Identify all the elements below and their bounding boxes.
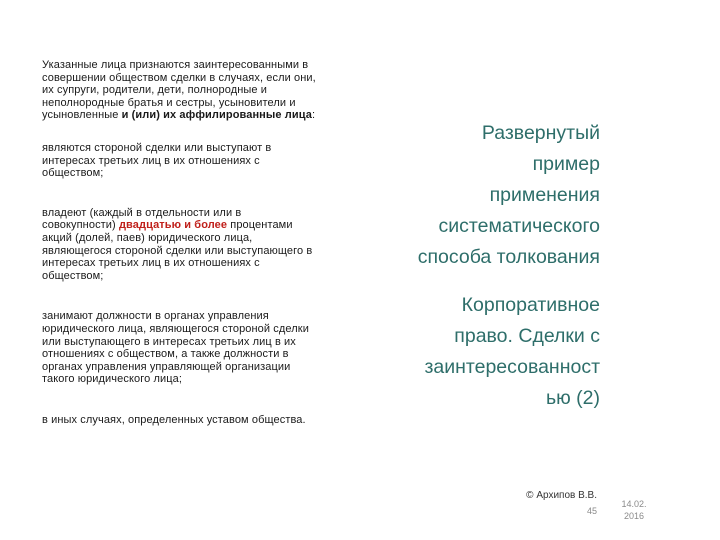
date-line: 14.02. <box>621 499 647 509</box>
subtitle-line: заинтересованност <box>424 356 600 378</box>
title-line: Развернутый <box>481 122 600 144</box>
subtitle-line: Корпоративное <box>461 294 600 316</box>
condition-other-paragraph: в иных случаях, определенных уставом общества. <box>42 413 306 426</box>
condition-positions-paragraph: занимают должности в органах управления юридического лица, являющегося стороной сделки или выступающего в интересах третьих лиц в их отношениях с обществом, а также должности в органах управления управляющей организации такого юридического лица; <box>42 310 309 386</box>
date-line: 2016 <box>623 511 645 521</box>
intro-colon: : <box>311 109 316 122</box>
subtitle-line: ью (2) <box>545 387 600 409</box>
title-line: способа толкования <box>417 246 600 268</box>
condition-party-paragraph: являются стороной сделки или выступают в интересах третьих лиц в их отношениях с обществом; <box>42 141 272 180</box>
intro-paragraph <box>42 59 317 122</box>
slide-subtitle <box>378 290 600 414</box>
title-line: пример <box>532 153 600 175</box>
title-line: систематического <box>438 215 600 237</box>
condition-shares-paragraph <box>42 207 317 283</box>
intro-text: Указанные лица признаются заинтересованными в совершении обществом сделки в случаях, если они, их супруги, родители, дети, полнородные и неполнородные братья и сестры, усыновители и усыновленные <box>42 59 316 122</box>
slide-title <box>378 118 600 273</box>
intro-bold-text: и (или) их аффилированные лица <box>121 109 312 122</box>
subtitle-line: право. Сделки с <box>454 325 600 347</box>
title-line: применения <box>489 184 600 206</box>
shares-highlight-text: двадцатью и более <box>118 219 228 232</box>
footer-date <box>612 498 656 522</box>
shares-text-end: процентами акций (долей, паев) юридического лица, являющегося стороной сделки или выступающего в интересах третьих лиц в их отношениях с обществом; <box>42 219 313 282</box>
slide-number: 45 <box>586 506 597 516</box>
footer-author: © Архипов В.В. <box>526 490 597 501</box>
shares-text: владеют (каждый в отдельности или в совокупности) <box>42 206 242 232</box>
slide-body-text <box>42 59 317 426</box>
